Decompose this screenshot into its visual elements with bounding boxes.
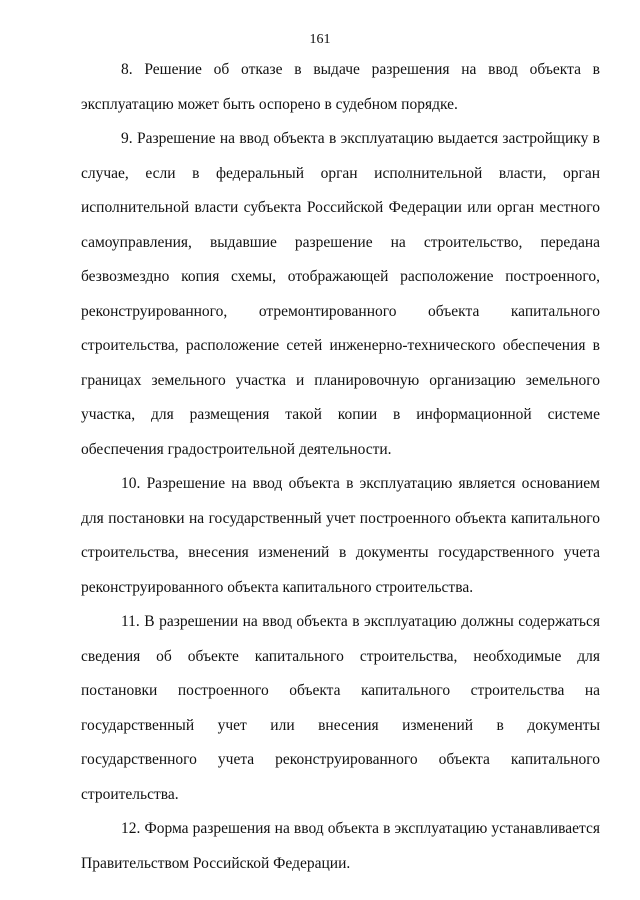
paragraph-9: 9. Разрешение на ввод объекта в эксплуатацию выдается застройщику в случае, если в федеральный орган исполнительной власти, орган исполнительной власти субъекта Российской Федерации или орган местного самоуправления, выдавшие разрешение на строительство, передана безвозмездно копия схемы, отображающей расположение построенного, реконструированного, отремонтированного объекта капитального строительства, расположение сетей инженерно-технического обеспечения в границах земельного участка и планировочную организацию земельного участка, для размещения такой копии в информационной системе обеспечения градостроительной деятельности.	[81, 130, 600, 458]
paragraph-12: 12. Форма разрешения на ввод объекта в эксплуатацию устанавливается Правительством Российской Федерации.	[81, 820, 600, 872]
page-number: 161	[309, 32, 331, 47]
paragraph-8: 8. Решение об отказе в выдаче разрешения на ввод объекта в эксплуатацию может быть оспорено в судебном порядке.	[81, 61, 600, 113]
document-body	[81, 53, 600, 881]
paragraph-11: 11. В разрешении на ввод объекта в эксплуатацию должны содержаться сведения об объекте капитального строительства, необходимые для постановки построенного объекта капитального строительства на государственный учет или внесения изменений в документы государственного учета реконструированного объекта капитального строительства.	[81, 613, 600, 803]
paragraph-10: 10. Разрешение на ввод объекта в эксплуатацию является основанием для постановки на государственный учет построенного объекта капитального строительства, внесения изменений в документы государственного учета реконструированного объекта капитального строительства.	[81, 475, 600, 596]
